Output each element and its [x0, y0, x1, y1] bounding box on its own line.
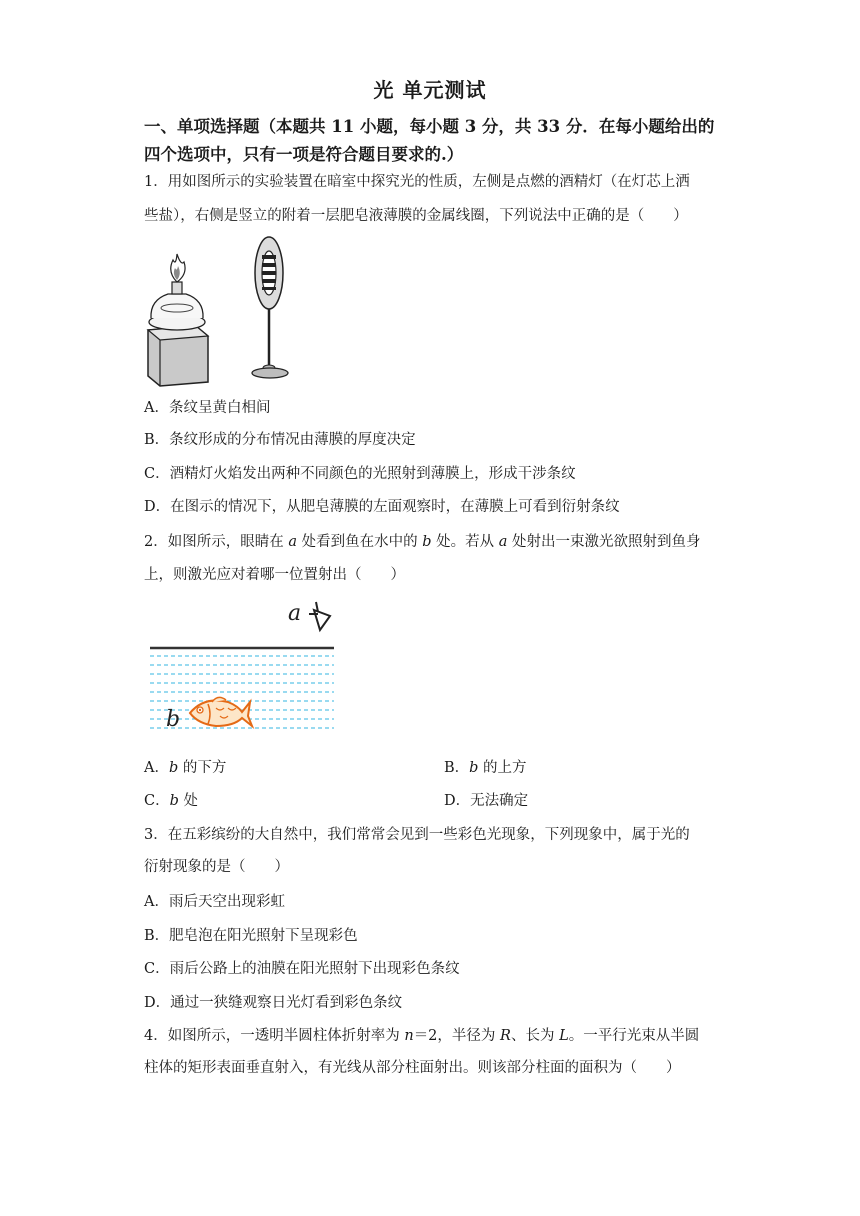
q2-var-b: b	[469, 760, 479, 776]
option-letter: C．	[144, 793, 170, 809]
page-title: 光 单元测试	[373, 78, 487, 102]
q1-option-b: B．条纹形成的分布情况由薄膜的厚度决定	[144, 432, 416, 448]
q3-option-d: D．通过一狭缝观察日光灯看到彩色条纹	[144, 995, 403, 1011]
q3-stem-line2: 衍射现象的是（ ）	[144, 859, 289, 875]
q2-stem-line2: 上，则激光应对着哪一位置射出（ ）	[144, 567, 405, 583]
option-text: 处	[178, 793, 199, 809]
q2-option-d: D．无法确定	[444, 793, 529, 809]
q3-option-c: C．雨后公路上的油膜在阳光照射下出现彩色条纹	[144, 961, 460, 977]
figure-label-b: b	[166, 707, 181, 732]
q2-var-b: b	[168, 760, 179, 776]
q2-figure-eye-and-fish	[146, 598, 340, 738]
fish-icon	[190, 697, 252, 726]
q1-option-c: C．酒精灯火焰发出两种不同颜色的光照射到薄膜上，形成干涉条纹	[144, 466, 576, 482]
q2-option-a	[144, 758, 226, 778]
q4-stem-text: ，半径为	[437, 1028, 501, 1044]
q2-stem-text: 处。若从	[431, 534, 499, 550]
q4-var-l: L	[559, 1028, 569, 1044]
q3-option-a: A．雨后天空出现彩虹	[144, 894, 285, 910]
q4-var-n: n	[404, 1028, 414, 1044]
q4-stem-line2: 柱体的矩形表面垂直射入，有光线从部分柱面射出。则该部分柱面的面积为（ ）	[144, 1060, 681, 1076]
q1-option-a: A．条纹呈黄白相间	[144, 400, 271, 416]
q4-stem-text: 、长为	[510, 1028, 560, 1044]
q2-var-a: a	[498, 534, 508, 550]
option-letter: A．	[144, 760, 169, 776]
q1-figure-lamp-and-film	[140, 230, 300, 390]
q2-stem-line1	[144, 532, 724, 552]
q2-stem-text: 2．如图所示，眼睛在	[144, 534, 289, 550]
q1-stem-line1: 1．用如图所示的实验装置在暗室中探究光的性质，左侧是点燃的酒精灯（在灯芯上洒	[144, 174, 690, 190]
figure-label-a: a	[288, 601, 302, 626]
q3-stem-line1: 3．在五彩缤纷的大自然中，我们常常会见到一些彩色光现象，下列现象中，属于光的	[144, 827, 690, 843]
option-text: 的下方	[178, 760, 227, 776]
q2-option-b	[444, 758, 527, 778]
section-heading-line1: 一、单项选择题（本题共 11 小题，每小题 3 分，共 33 分．在每小题给出的	[144, 117, 715, 136]
q1-option-d: D．在图示的情况下，从肥皂薄膜的左面观察时，在薄膜上可看到衍射条纹	[144, 499, 620, 515]
q1-stem-line2: 些盐），右侧是竖立的附着一层肥皂液薄膜的金属线圈，下列说法中正确的是（ ）	[144, 208, 688, 224]
q4-stem-text: 。一平行光束从半圆	[568, 1028, 700, 1044]
q2-option-c	[144, 791, 198, 811]
section-heading-line2: 四个选项中，只有一项是符合题目要求的.）	[144, 145, 464, 164]
q4-stem-text: 4．如图所示，一透明半圆柱体折射率为	[144, 1028, 405, 1044]
q4-stem-line1	[144, 1026, 724, 1046]
q2-var-a: a	[288, 534, 297, 550]
option-text: 的上方	[478, 760, 527, 776]
q2-stem-text: 处看到鱼在水中的	[297, 534, 423, 550]
eye-icon	[309, 602, 330, 630]
option-letter: B．	[444, 760, 470, 776]
q2-var-b: b	[169, 793, 179, 809]
q3-option-b: B．肥皂泡在阳光照射下呈现彩色	[144, 928, 358, 944]
q2-stem-text: 处射出一束激光欲照射到鱼身	[507, 534, 701, 550]
q4-value-n: ＝2	[413, 1028, 438, 1044]
q4-var-r: R	[500, 1028, 511, 1044]
q2-var-b: b	[422, 534, 432, 550]
